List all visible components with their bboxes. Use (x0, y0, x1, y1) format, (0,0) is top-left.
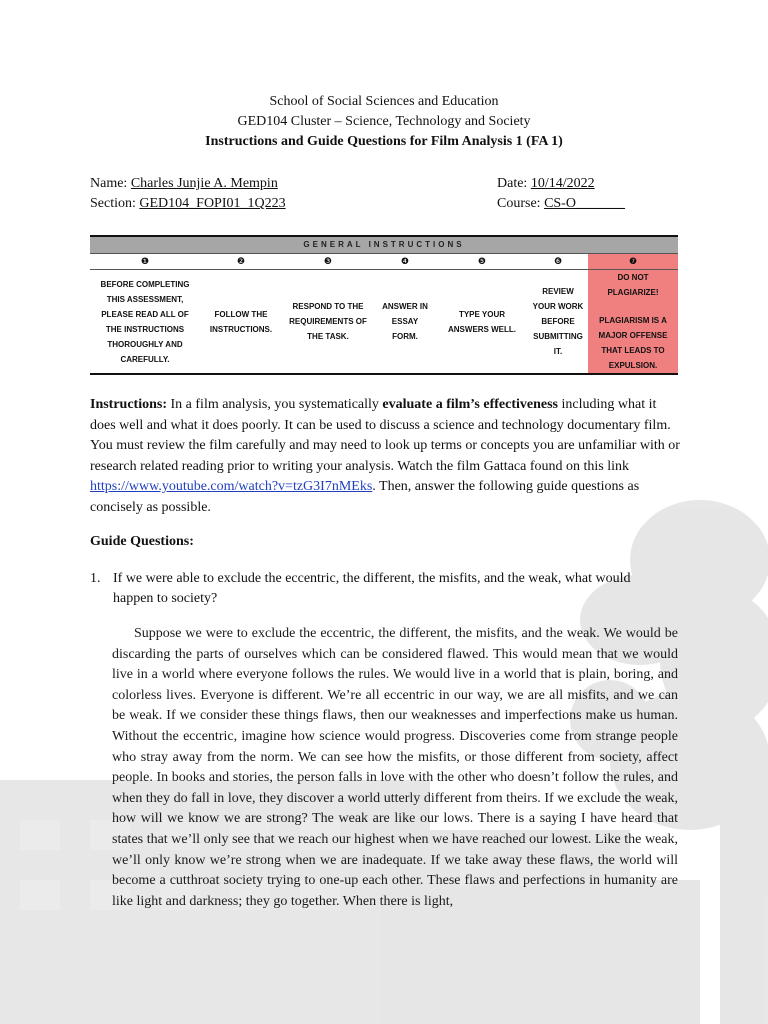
instruction-cell: RESPOND TO THE REQUIREMENTS OF THE TASK. (289, 302, 367, 341)
instructions-text: In a film analysis, you systematically (167, 397, 383, 412)
question-text: If we were able to exclude the eccentric, the different, the misfits, and the weak, what would happen to society? (113, 571, 631, 606)
instruction-number: ❷ (236, 256, 246, 266)
instructions-paragraph (90, 395, 680, 518)
course-cluster: GED104 Cluster – Science, Technology and Society (237, 114, 531, 129)
date-field (497, 176, 595, 192)
instruction-cell: FOLLOW THE INSTRUCTIONS. (209, 309, 273, 334)
instructions-text: including what it does well and what it does poorly. It can be used to discuss a science and technology documentary film. You must review the film carefully and may need to look up terms or concepts you are unfamiliar with or research related reading prior to writing your analysis. Watch the film Gattaca found on this link (90, 397, 680, 474)
instructions-text: . Then, answer the following guide questions as concisely as possible. (90, 479, 640, 515)
date-value: 10/14/2022 (530, 176, 595, 191)
instruction-number: ❹ (400, 256, 410, 266)
guide-questions-heading: Guide Questions: (90, 534, 194, 549)
course-value: CS-O_______ (544, 196, 625, 211)
instruction-number: ❶ (140, 256, 150, 266)
instruction-number: ❸ (323, 256, 333, 266)
course-field (497, 196, 625, 212)
general-instructions-title: GENERAL INSTRUCTIONS (90, 237, 678, 254)
instruction-cells-row (90, 270, 678, 373)
instruction-number: ❻ (553, 256, 563, 266)
question-number: 1. (90, 571, 101, 586)
course-label: Course: (497, 196, 541, 211)
plagiarism-warning-cell (588, 270, 678, 373)
general-instructions-table (90, 235, 678, 375)
name-label: Name: (90, 176, 128, 191)
instruction-cell: TYPE YOUR ANSWERS WELL. (448, 309, 516, 334)
instruction-cell: BEFORE COMPLETING THIS ASSESSMENT, PLEASE READ ALL OF THE INSTRUCTIONS THOROUGHLY AND CAREFULLY. (100, 279, 190, 364)
instructions-emphasis: evaluate a film’s effectiveness (382, 397, 559, 412)
document-title: Instructions and Guide Questions for Film Analysis 1 (FA 1) (205, 134, 563, 149)
section-field (90, 196, 286, 212)
instruction-cell: ANSWER IN ESSAY FORM. (382, 302, 428, 341)
school-name: School of Social Sciences and Education (269, 94, 499, 109)
name-value: Charles Junjie A. Mempin (130, 176, 278, 191)
instruction-numbers-row (90, 254, 678, 270)
section-value: GED104_FOPI01_1Q223 (139, 196, 286, 211)
plagiarism-warning-title: DO NOT PLAGIARIZE! (607, 273, 659, 297)
plagiarism-warning-detail: PLAGIARISM IS A MAJOR OFFENSE THAT LEADS TO EXPULSION. (598, 316, 668, 370)
film-link[interactable]: https://www.youtube.com/watch?v=tzG3I7nMEks (90, 479, 373, 494)
instruction-number: ❺ (477, 256, 487, 266)
date-label: Date: (497, 176, 528, 191)
section-label: Section: (90, 196, 136, 211)
instructions-label: Instructions: (90, 397, 168, 412)
question-1-answer: Suppose we were to exclude the eccentric, the different, the misfits, and the weak. We would be discarding the parts of ourselves which can be considered flawed. This would mean that we would live in a world where everyone follows the rules. We would live in a world that is plain, boring, and colorless lives. Everyone is different. We’re all eccentric in our way, we are all misfits, and we can be weak. If we consider these things flaws, then our weaknesses and imperfections make us human. Without the eccentric, imagine how science would progress. Discoveries come from strange people who stray away from the norm. We can see how the misfits, or those different from society, affect people. In books and stories, the person falls in love with the other who doesn’t follow the rules, and when they do fall in love, they discover a world utterly different from theirs. If we exclude the weak, how will we know we are strong? The weak are like our lows. There is a saying I have heard that states that we’ll only see that we reach our highest when we have reached our lowest. Like the weak, we’ll only know we’re strong when we are inadequate. If we take away these flaws, the world will become a cutthroat society trying to one-up each other. These flaws and perfections in humanity are like light and darkness; they go together. When there is light, (112, 626, 678, 909)
instruction-cell: REVIEW YOUR WORK BEFORE SUBMITTING IT. (532, 287, 584, 356)
instruction-number: ❼ (588, 254, 678, 269)
name-field (90, 176, 278, 192)
